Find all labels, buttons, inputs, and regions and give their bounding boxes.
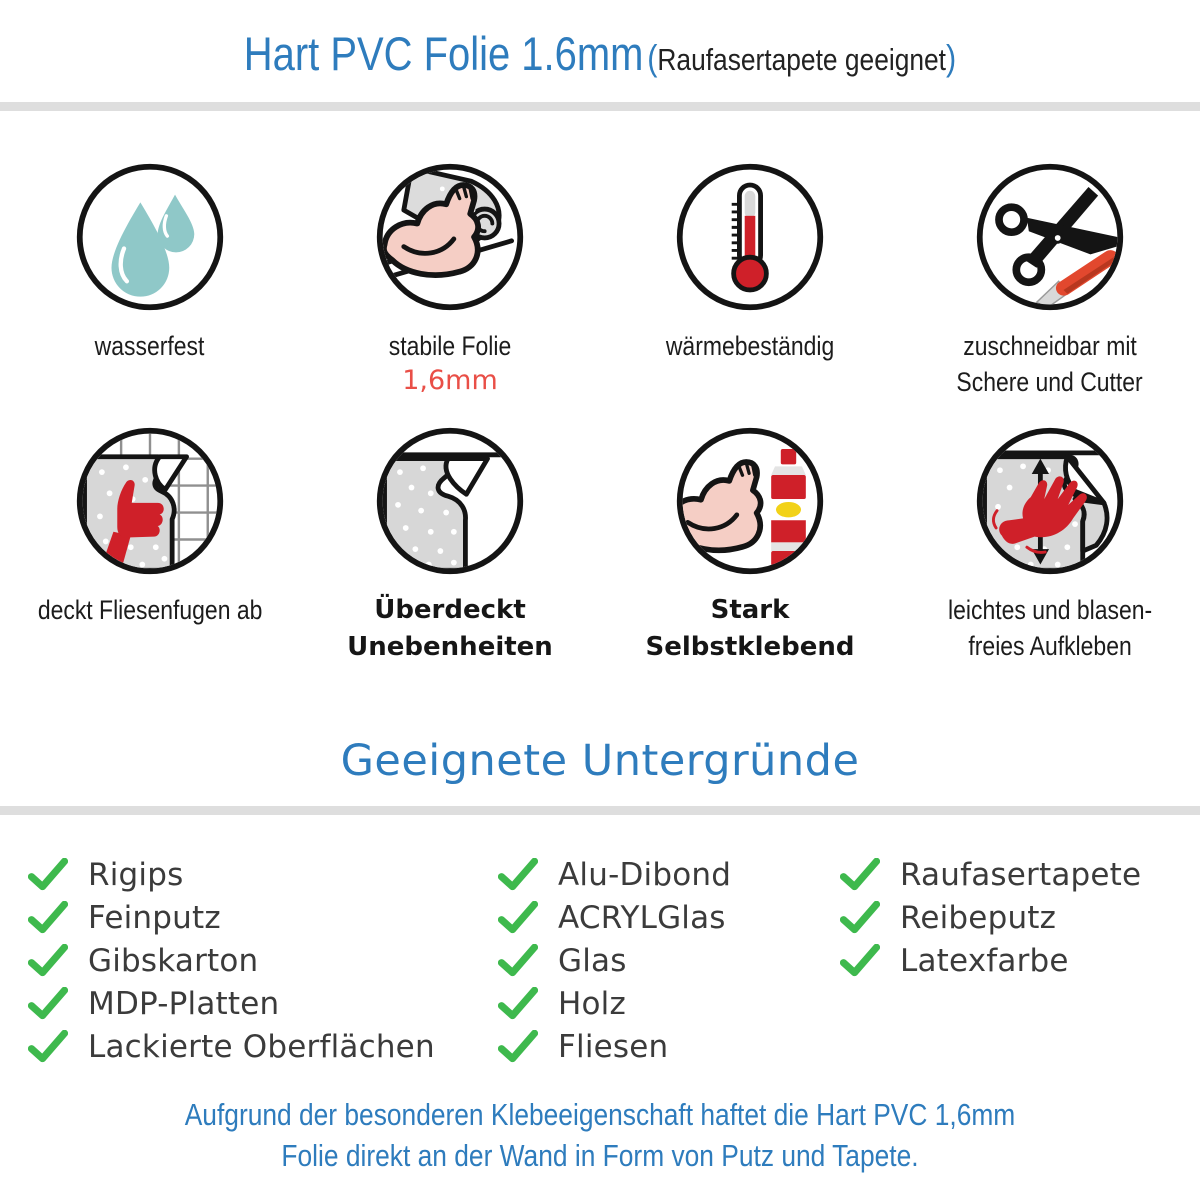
feature-label: wasserfest	[95, 331, 205, 361]
feature-sublabel-thickness: 1,6mm	[402, 365, 498, 396]
title-main: Hart PVC Folie 1.6mm	[243, 27, 644, 80]
surface-label: Glas	[558, 942, 627, 979]
feature-label: Unebenheiten	[347, 632, 553, 662]
surface-item	[28, 1025, 435, 1068]
check-icon	[840, 944, 880, 977]
surface-label: Raufasertapete	[900, 856, 1142, 893]
surface-item	[498, 853, 731, 896]
feature-label: Stark	[710, 595, 790, 625]
feature-fliesenfugen	[0, 424, 300, 666]
dotted-foil-fold-icon	[373, 424, 527, 578]
check-icon	[28, 858, 68, 891]
feature-selbstklebend	[600, 424, 900, 666]
check-icon	[28, 987, 68, 1020]
feature-label: deckt Fliesenfugen ab	[37, 595, 263, 625]
footer-line-2: Folie direkt an der Wand in Form von Putz und Tapete.	[281, 1138, 919, 1173]
surfaces-list	[0, 853, 1200, 1083]
check-icon	[498, 987, 538, 1020]
surface-item	[28, 853, 435, 896]
surface-item	[498, 1025, 731, 1068]
feature-label: zuschneidbar mit	[963, 331, 1137, 361]
check-icon	[498, 1030, 538, 1063]
surfaces-column-1	[28, 853, 435, 1068]
feature-label: Überdeckt	[374, 595, 526, 625]
check-icon	[28, 944, 68, 977]
thermometer-icon	[673, 160, 827, 314]
feature-row-1	[0, 160, 1200, 400]
surface-label: Gibskarton	[88, 942, 259, 979]
hand-smoothing-foil-icon	[973, 424, 1127, 578]
surface-label: Reibeputz	[900, 899, 1057, 936]
surface-label: Rigips	[88, 856, 184, 893]
surface-label: Fliesen	[558, 1028, 669, 1065]
surfaces-column-3	[840, 853, 1141, 982]
surface-label: Lackierte Oberflächen	[88, 1028, 435, 1065]
scissors-cutter-icon	[973, 160, 1127, 314]
surface-item	[28, 982, 435, 1025]
surfaces-column-2	[498, 853, 731, 1068]
surface-item	[498, 982, 731, 1025]
feature-wasserfest	[0, 160, 300, 400]
surface-label: Alu-Dibond	[558, 856, 732, 893]
surface-label: MDP-Platten	[88, 985, 280, 1022]
title-open-paren: (	[647, 37, 658, 78]
feature-aufkleben	[900, 424, 1200, 666]
feature-label: Selbstklebend	[645, 632, 855, 662]
surface-item	[840, 853, 1141, 896]
feature-label: leichtes und blasen-	[947, 595, 1153, 625]
water-drops-icon	[73, 160, 227, 314]
surface-label: Holz	[558, 985, 626, 1022]
page-title	[90, 26, 1110, 81]
muscle-arm-foil-icon	[373, 160, 527, 314]
surface-item	[498, 939, 731, 982]
feature-row-2	[0, 424, 1200, 666]
feature-zuschneidbar	[900, 160, 1200, 400]
surface-item	[28, 896, 435, 939]
feature-waermebestaendig	[600, 160, 900, 400]
feature-label: freies Aufkleben	[968, 631, 1132, 661]
check-icon	[28, 901, 68, 934]
check-icon	[28, 1030, 68, 1063]
check-icon	[840, 858, 880, 891]
footer-note	[0, 1094, 1200, 1176]
surface-label: Latexfarbe	[900, 942, 1069, 979]
feature-label: wärmebeständig	[665, 331, 835, 361]
check-icon	[840, 901, 880, 934]
feature-label: stabile Folie	[388, 331, 512, 361]
footer-line-1: Aufgrund der besonderen Klebeeigenschaft haftet die Hart PVC 1,6mm	[184, 1097, 1016, 1132]
title-close-paren: )	[946, 37, 957, 78]
surface-item	[498, 896, 731, 939]
thumb-up-tiles-icon	[73, 424, 227, 578]
feature-label: Schere und Cutter	[956, 367, 1144, 397]
surface-item	[840, 939, 1141, 982]
surfaces-heading: Geeignete Untergründe	[340, 736, 860, 786]
surface-item	[28, 939, 435, 982]
divider-bar-middle	[0, 806, 1200, 815]
surface-label: Feinputz	[88, 899, 221, 936]
surface-label: ACRYLGlas	[558, 899, 726, 936]
feature-stabile-folie	[300, 160, 600, 400]
check-icon	[498, 944, 538, 977]
check-icon	[498, 858, 538, 891]
divider-bar-top	[0, 102, 1200, 111]
feature-unebenheiten	[300, 424, 600, 666]
check-icon	[498, 901, 538, 934]
surface-item	[840, 896, 1141, 939]
muscle-arm-glue-icon	[673, 424, 827, 578]
title-subtitle: Raufasertapete geeignet	[657, 42, 947, 77]
